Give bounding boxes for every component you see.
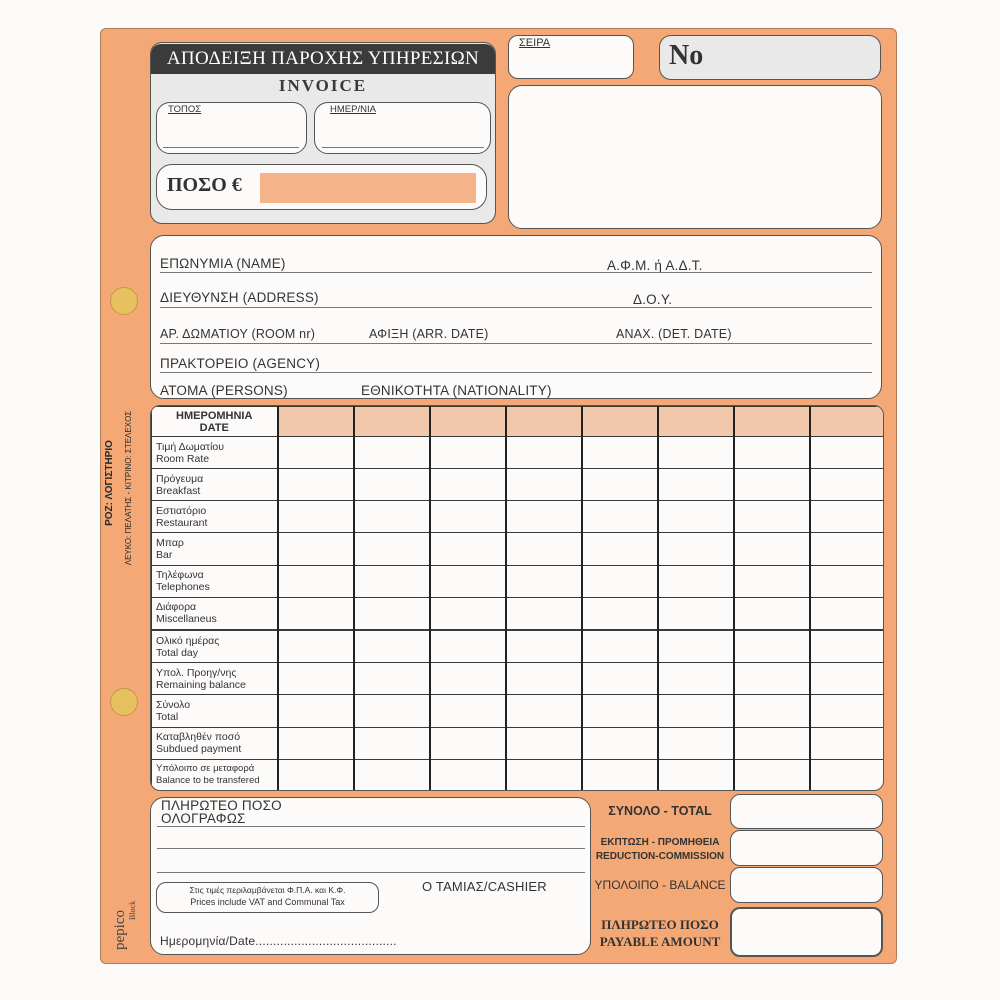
amount-cell[interactable] xyxy=(734,437,810,469)
series-label: ΣΕΙΡΑ xyxy=(519,37,551,49)
payable-words-line-3[interactable] xyxy=(157,872,585,873)
amount-cell[interactable] xyxy=(810,597,885,629)
row-label xyxy=(152,437,278,469)
amount-cell[interactable] xyxy=(506,631,582,663)
amount-cell[interactable] xyxy=(506,695,582,727)
amount-cell[interactable] xyxy=(354,533,430,565)
row-label xyxy=(152,597,278,629)
row-label-greek: Διάφορα xyxy=(156,601,197,614)
amount-cell[interactable] xyxy=(430,759,506,791)
amount-cell[interactable] xyxy=(506,597,582,629)
amount-cell[interactable] xyxy=(658,727,734,759)
amount-cell[interactable] xyxy=(430,533,506,565)
amount-cell[interactable] xyxy=(810,631,885,663)
amount-cell[interactable] xyxy=(278,437,354,469)
payable-label-english: PAYABLE AMOUNT xyxy=(599,934,721,949)
row-label-english: Subdued payment xyxy=(156,743,242,756)
amount-cell[interactable] xyxy=(430,663,506,695)
table-row xyxy=(152,727,885,759)
amount-cell[interactable] xyxy=(810,695,885,727)
amount-cell[interactable] xyxy=(278,631,354,663)
date-label: ΗΜΕΡ/ΝΙΑ xyxy=(330,104,376,115)
amount-cell[interactable] xyxy=(430,565,506,597)
amount-cell[interactable] xyxy=(734,597,810,629)
copy-pink-note: ΡΟΖ: ΛΟΓΙΣΤΗΡΙΟ xyxy=(104,440,115,526)
departure-date-label: ΑΝΑΧ. (DET. DATE) xyxy=(616,327,732,341)
table-row xyxy=(152,469,885,501)
amount-cell[interactable] xyxy=(658,663,734,695)
payable-words-label-1: ΠΛΗΡΩΤΕΟ ΠΟΣΟ xyxy=(161,798,282,813)
amount-cell[interactable] xyxy=(430,469,506,501)
amount-cell[interactable] xyxy=(810,501,885,533)
amount-cell[interactable] xyxy=(506,565,582,597)
amount-cell[interactable] xyxy=(658,759,734,791)
amount-cell[interactable] xyxy=(278,469,354,501)
brand-logo-sub: Block xyxy=(128,900,137,920)
amount-cell[interactable] xyxy=(582,727,658,759)
room-line[interactable] xyxy=(160,343,872,344)
date-column-header xyxy=(152,407,278,437)
amount-cell[interactable] xyxy=(278,727,354,759)
amount-cell[interactable] xyxy=(734,565,810,597)
amount-field[interactable] xyxy=(260,173,476,203)
table-row xyxy=(152,501,885,533)
charges-table-box xyxy=(150,405,884,791)
amount-label: ΠΟΣΟ € xyxy=(167,174,242,196)
amount-cell[interactable] xyxy=(278,501,354,533)
date-header-cell[interactable] xyxy=(658,407,734,437)
binding-hole-bottom xyxy=(110,688,138,716)
amount-cell[interactable] xyxy=(278,565,354,597)
date-header-cell[interactable] xyxy=(506,407,582,437)
amount-cell[interactable] xyxy=(278,759,354,791)
charges-table xyxy=(151,406,884,791)
amount-cell[interactable] xyxy=(430,501,506,533)
amount-cell[interactable] xyxy=(506,533,582,565)
amount-cell[interactable] xyxy=(810,759,885,791)
amount-cell[interactable] xyxy=(506,469,582,501)
balance-label: ΥΠΟΛΟΙΠΟ - BALANCE xyxy=(594,878,726,892)
amount-cell[interactable] xyxy=(278,597,354,629)
amount-cell[interactable] xyxy=(810,663,885,695)
amount-cell[interactable] xyxy=(658,695,734,727)
table-header-row xyxy=(152,407,885,437)
amount-cell[interactable] xyxy=(354,437,430,469)
amount-cell[interactable] xyxy=(734,631,810,663)
agency-line[interactable] xyxy=(160,372,872,373)
row-label-english: Restaurant xyxy=(156,516,208,529)
place-line xyxy=(163,147,299,148)
payable-words-line-1[interactable] xyxy=(157,826,585,827)
amount-cell[interactable] xyxy=(354,597,430,629)
vat-note-english: Prices include VAT and Communal Tax xyxy=(190,897,345,907)
date-line xyxy=(322,147,484,148)
amount-cell[interactable] xyxy=(582,565,658,597)
amount-cell[interactable] xyxy=(582,631,658,663)
row-label-english: Balance to be transfered xyxy=(156,775,260,787)
amount-cell[interactable] xyxy=(430,437,506,469)
row-label xyxy=(152,469,278,501)
row-label-greek: Μπαρ xyxy=(156,536,184,549)
amount-cell[interactable] xyxy=(658,501,734,533)
amount-cell[interactable] xyxy=(810,437,885,469)
amount-cell[interactable] xyxy=(734,759,810,791)
date-header-english: DATE xyxy=(199,421,229,434)
amount-cell[interactable] xyxy=(430,727,506,759)
brand-logo: pepico xyxy=(112,910,128,950)
row-label-english: Telephones xyxy=(156,581,210,594)
vat-note-greek: Στις τιμές περιλαμβάνεται Φ.Π.Α. και Κ.Φ. xyxy=(189,885,346,895)
persons-label: ΑΤΟΜΑ (PERSONS) xyxy=(160,383,288,398)
table-row xyxy=(152,631,885,663)
row-label xyxy=(152,727,278,759)
signature-date-line[interactable]: Ημερομηνία/Date........................................ xyxy=(160,934,397,948)
row-label-greek: Ολικό ημέρας xyxy=(156,634,220,647)
row-label-english: Remaining balance xyxy=(156,678,246,691)
copy-colors-note: ΛΕΥΚΟ: ΠΕΛΑΤΗΣ - ΚΙΤΡΙΝΟ: ΣΤΕΛΕΧΟΣ xyxy=(124,410,133,566)
amount-cell[interactable] xyxy=(810,565,885,597)
reduction-label-english: REDUCTION-COMMISSION xyxy=(595,851,725,862)
amount-cell[interactable] xyxy=(506,437,582,469)
amount-cell[interactable] xyxy=(430,631,506,663)
payable-label-greek: ΠΛΗΡΩΤΕΟ ΠΟΣΟ xyxy=(601,917,719,932)
amount-cell[interactable] xyxy=(734,501,810,533)
amount-cell[interactable] xyxy=(354,663,430,695)
row-label xyxy=(152,631,278,663)
table-row xyxy=(152,565,885,597)
payable-words-label-2: ΟΛΟΓΡΑΦΩΣ xyxy=(161,811,246,826)
amount-cell[interactable] xyxy=(582,501,658,533)
row-label-greek: Πρόγευμα xyxy=(156,472,204,485)
table-row xyxy=(152,597,885,629)
payable-words-line-2[interactable] xyxy=(157,848,585,849)
amount-cell[interactable] xyxy=(734,533,810,565)
date-header-cell[interactable] xyxy=(354,407,430,437)
amount-cell[interactable] xyxy=(430,695,506,727)
amount-cell[interactable] xyxy=(658,565,734,597)
document-title: ΑΠΟΔΕΙΞΗ ΠΑΡΟΧΗΣ ΥΠΗΡΕΣΙΩΝ xyxy=(151,44,495,74)
amount-cell[interactable] xyxy=(658,533,734,565)
date-header-cell[interactable] xyxy=(734,407,810,437)
amount-cell[interactable] xyxy=(658,597,734,629)
amount-cell[interactable] xyxy=(354,631,430,663)
payable-field[interactable] xyxy=(730,907,883,957)
table-row xyxy=(152,437,885,469)
amount-cell[interactable] xyxy=(734,727,810,759)
amount-cell[interactable] xyxy=(430,597,506,629)
row-label-english: Bar xyxy=(156,548,173,561)
row-label-english: Room Rate xyxy=(156,452,210,465)
table-row xyxy=(152,663,885,695)
amount-cell[interactable] xyxy=(658,631,734,663)
amount-cell[interactable] xyxy=(582,469,658,501)
amount-cell[interactable] xyxy=(810,533,885,565)
amount-cell[interactable] xyxy=(506,727,582,759)
amount-cell[interactable] xyxy=(354,759,430,791)
table-row xyxy=(152,759,885,791)
row-label-greek: Εστιατόριο xyxy=(156,504,207,517)
amount-cell[interactable] xyxy=(278,533,354,565)
name-line[interactable] xyxy=(160,272,872,273)
row-label-english: Total xyxy=(156,710,179,723)
row-label xyxy=(152,533,278,565)
row-label-english: Total day xyxy=(156,646,199,659)
amount-cell[interactable] xyxy=(506,663,582,695)
balance-field[interactable] xyxy=(730,867,883,903)
amount-cell[interactable] xyxy=(278,663,354,695)
amount-cell[interactable] xyxy=(354,501,430,533)
amount-cell[interactable] xyxy=(810,469,885,501)
row-label-greek: Σύνολο xyxy=(156,698,191,711)
invoice-subtitle: INVOICE xyxy=(278,76,368,95)
amount-cell[interactable] xyxy=(582,663,658,695)
number-label: No xyxy=(669,40,704,71)
table-row xyxy=(152,533,885,565)
tax-office-label: Δ.Ο.Υ. xyxy=(633,292,673,307)
row-label xyxy=(152,759,278,791)
vat-id-label: Α.Φ.Μ. ή Α.Δ.Τ. xyxy=(607,258,703,273)
row-label xyxy=(152,501,278,533)
row-label-greek: Υπόλοιπο σε μεταφορά xyxy=(156,763,255,775)
address-line[interactable] xyxy=(160,307,872,308)
row-label-english: Miscellaneus xyxy=(156,613,217,626)
date-header-greek: ΗΜΕΡΟΜΗΝΙΑ xyxy=(176,409,253,422)
total-field[interactable] xyxy=(730,794,883,829)
amount-cell[interactable] xyxy=(658,437,734,469)
amount-cell[interactable] xyxy=(734,695,810,727)
amount-cell[interactable] xyxy=(582,597,658,629)
total-label: ΣΥΝΟΛΟ - TOTAL xyxy=(608,804,712,818)
cashier-label: Ο ΤΑΜΙΑΣ/CASHIER xyxy=(422,879,547,894)
row-label xyxy=(152,565,278,597)
agency-label: ΠΡΑΚΤΟΡΕΙΟ (AGENCY) xyxy=(160,356,321,371)
amount-cell[interactable] xyxy=(354,727,430,759)
room-number-label: ΑΡ. ΔΩΜΑΤΙΟΥ (ROOM nr) xyxy=(160,327,316,341)
arrival-date-label: ΑΦΙΞΗ (ARR. DATE) xyxy=(369,327,489,341)
nationality-label: ΕΘΝΙΚΟΤΗΤΑ (NATIONALITY) xyxy=(361,383,552,398)
amount-cell[interactable] xyxy=(506,759,582,791)
amount-cell[interactable] xyxy=(734,469,810,501)
row-label xyxy=(152,695,278,727)
amount-cell[interactable] xyxy=(582,759,658,791)
row-label xyxy=(152,663,278,695)
amount-cell[interactable] xyxy=(506,501,582,533)
table-row xyxy=(152,695,885,727)
amount-cell[interactable] xyxy=(354,469,430,501)
address-label: ΔΙΕΥΘΥΝΣΗ (ADDRESS) xyxy=(160,290,319,305)
amount-cell[interactable] xyxy=(582,533,658,565)
reduction-field[interactable] xyxy=(730,830,883,866)
amount-cell[interactable] xyxy=(582,437,658,469)
place-label: ΤΟΠΟΣ xyxy=(168,104,202,115)
amount-cell[interactable] xyxy=(354,565,430,597)
row-label-greek: Τιμή Δωματίου xyxy=(156,440,224,453)
row-label-greek: Καταβληθέν ποσό xyxy=(156,731,241,744)
amount-cell[interactable] xyxy=(582,695,658,727)
date-header-cell[interactable] xyxy=(278,407,354,437)
reduction-label-greek: ΕΚΠΤΩΣΗ - ΠΡΟΜΗΘΕΙΑ xyxy=(600,837,720,848)
date-header-cell[interactable] xyxy=(430,407,506,437)
amount-cell[interactable] xyxy=(734,663,810,695)
date-header-cell[interactable] xyxy=(582,407,658,437)
row-label-english: Breakfast xyxy=(156,484,201,497)
row-label-greek: Τηλέφωνα xyxy=(156,569,204,582)
date-header-cell[interactable] xyxy=(810,407,885,437)
amount-cell[interactable] xyxy=(658,469,734,501)
amount-cell[interactable] xyxy=(354,695,430,727)
name-label: ΕΠΩΝΥΜΙΑ (NAME) xyxy=(160,256,286,271)
amount-cell[interactable] xyxy=(278,695,354,727)
amount-cell[interactable] xyxy=(810,727,885,759)
stamp-area xyxy=(508,85,882,229)
binding-hole-top xyxy=(110,287,138,315)
row-label-greek: Υπολ. Προηγ/νης xyxy=(156,666,237,679)
